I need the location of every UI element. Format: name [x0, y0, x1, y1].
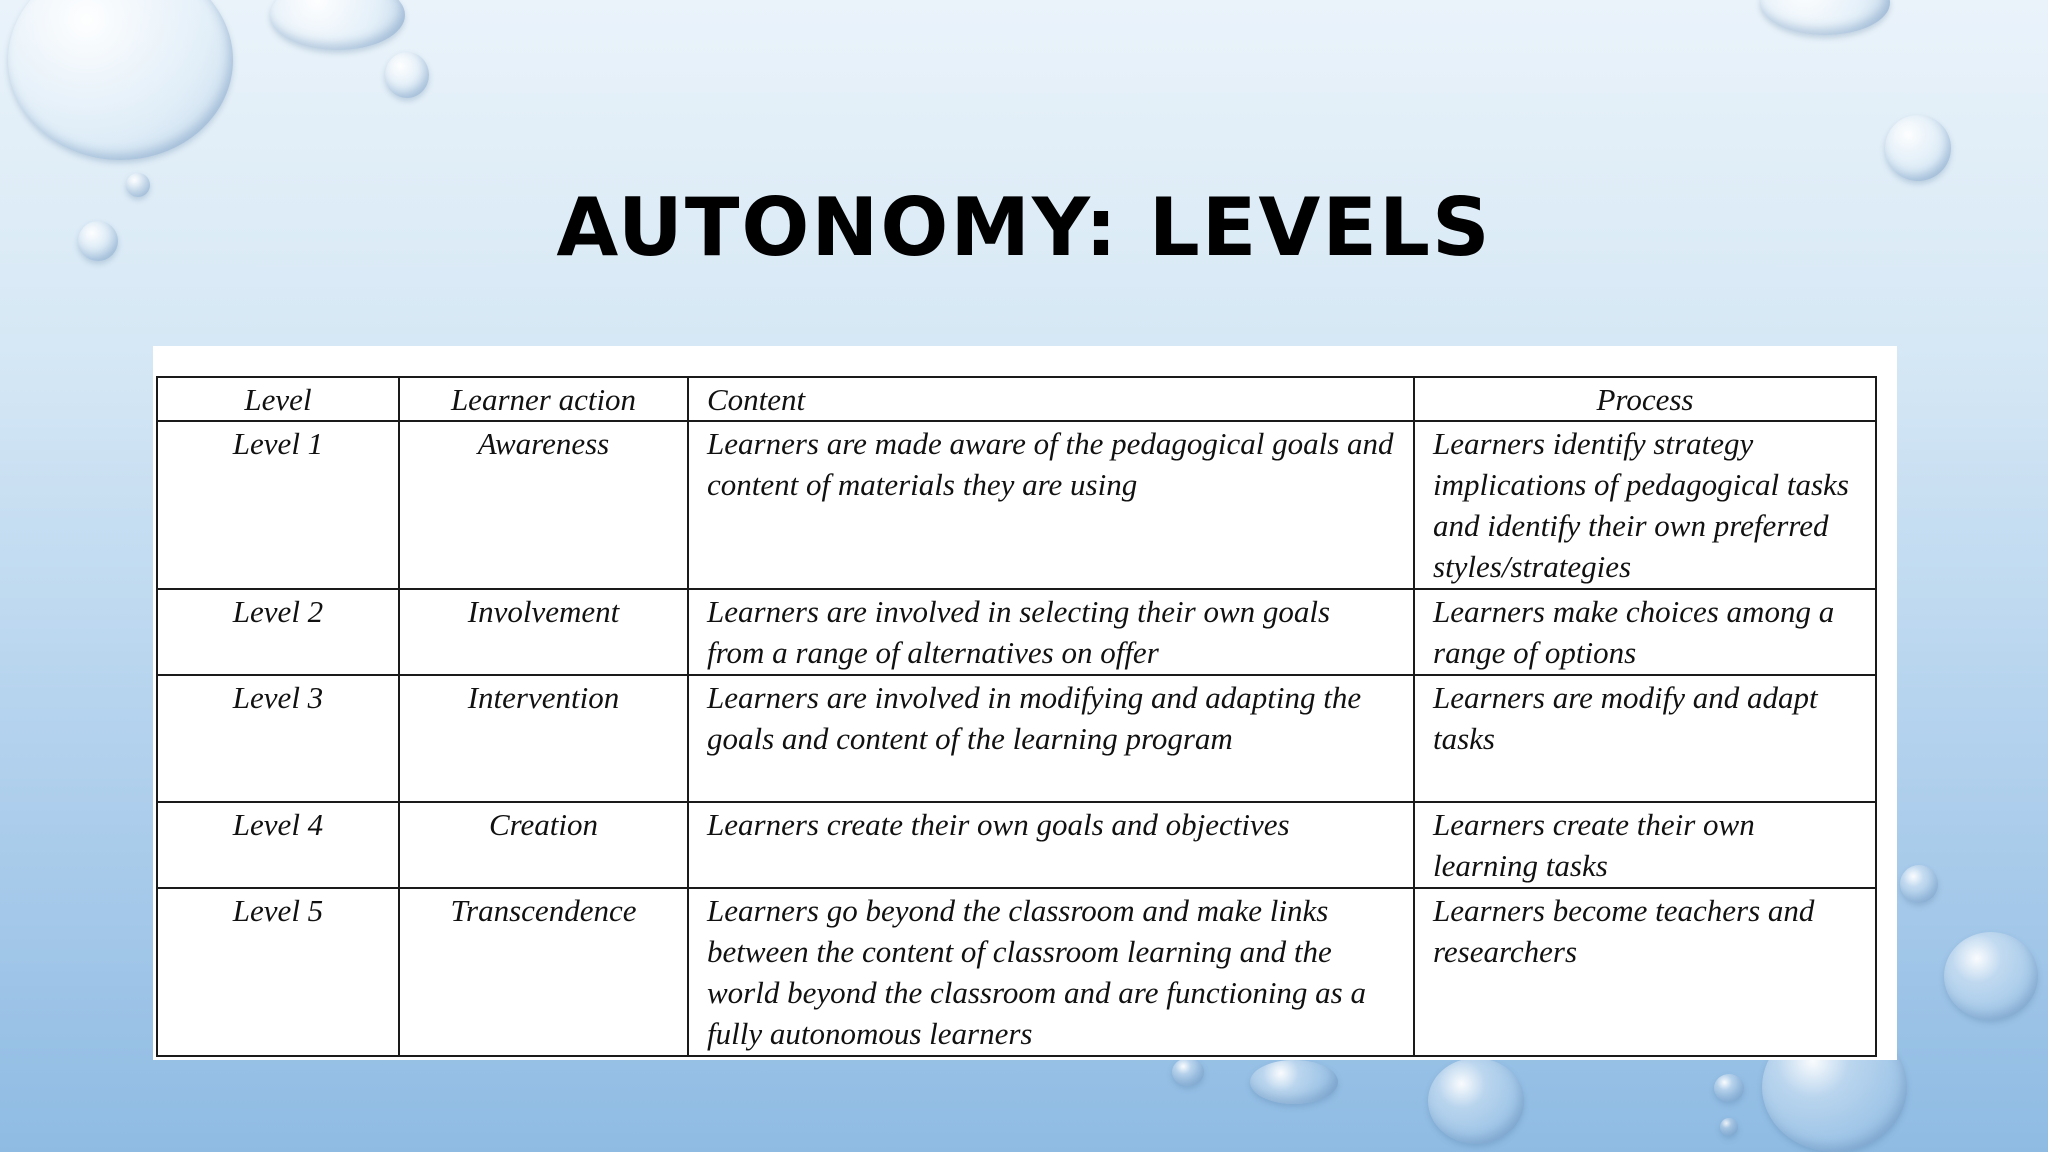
water-droplet-decoration	[1714, 1074, 1744, 1102]
cell-content: Learners are involved in modifying and adapting the goals and content of the learning program	[688, 675, 1414, 802]
cell-content: Learners are made aware of the pedagogical goals and content of materials they are using	[688, 421, 1414, 589]
table-row	[157, 675, 1876, 802]
water-droplet-decoration	[1885, 115, 1951, 181]
cell-level: Level 2	[157, 589, 399, 675]
cell-level: Level 1	[157, 421, 399, 589]
cell-process: Learners make choices among a range of options	[1414, 589, 1876, 675]
cell-learner-action: Intervention	[399, 675, 688, 802]
cell-level: Level 3	[157, 675, 399, 802]
cell-learner-action: Involvement	[399, 589, 688, 675]
water-droplet-decoration	[1900, 865, 1938, 903]
cell-process: Learners are modify and adapt tasks	[1414, 675, 1876, 802]
water-droplet-decoration	[1720, 1118, 1738, 1136]
water-droplet-decoration	[1944, 932, 2038, 1020]
cell-content: Learners create their own goals and objectives	[688, 802, 1414, 888]
slide-title: AUTONOMY: LEVELS	[556, 181, 1492, 274]
cell-process: Learners become teachers and researchers	[1414, 888, 1876, 1056]
cell-content: Learners are involved in selecting their own goals from a range of alternatives on offer	[688, 589, 1414, 675]
autonomy-levels-table	[156, 376, 1877, 1057]
water-droplet-decoration	[1250, 1060, 1338, 1104]
header-content: Content	[688, 377, 1414, 421]
table-panel	[153, 346, 1897, 1060]
water-droplet-decoration	[1428, 1058, 1524, 1144]
table-row	[157, 421, 1876, 589]
table-row	[157, 802, 1876, 888]
table-row	[157, 589, 1876, 675]
cell-process: Learners create their own learning tasks	[1414, 802, 1876, 888]
water-droplet-decoration	[1172, 1058, 1204, 1086]
water-droplet-decoration	[8, 0, 233, 160]
header-process: Process	[1414, 377, 1876, 421]
water-droplet-decoration	[385, 52, 429, 98]
cell-learner-action: Awareness	[399, 421, 688, 589]
water-droplet-decoration	[270, 0, 405, 50]
water-droplet-decoration	[1760, 0, 1890, 35]
table-row	[157, 888, 1876, 1056]
header-learner-action: Learner action	[399, 377, 688, 421]
cell-process: Learners identify strategy implications of pedagogical tasks and identify their own preferred styles/strategies	[1414, 421, 1876, 589]
cell-learner-action: Transcendence	[399, 888, 688, 1056]
table-header-row	[157, 377, 1876, 421]
cell-content: Learners go beyond the classroom and make links between the content of classroom learning and the world beyond the classroom and are functioning as a fully autonomous learners	[688, 888, 1414, 1056]
cell-level: Level 4	[157, 802, 399, 888]
cell-level: Level 5	[157, 888, 399, 1056]
cell-learner-action: Creation	[399, 802, 688, 888]
header-level: Level	[157, 377, 399, 421]
